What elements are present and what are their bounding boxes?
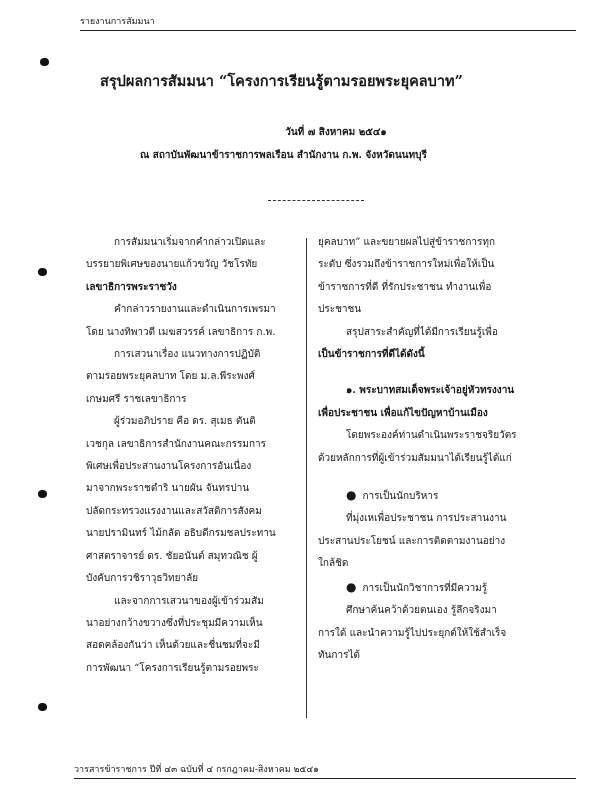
punch-hole <box>38 268 47 276</box>
consensus-paragraph <box>86 591 296 681</box>
text-line: และจากการเสวนาของผู้เข้าร่วมสัม <box>114 595 264 607</box>
bullet-icon: ● <box>346 579 357 594</box>
separator-dashes <box>268 200 364 201</box>
text-line: สรุปสาระสำคัญที่ได้มีการเรียนรู้เพื่อ <box>346 326 498 338</box>
text-line: ข้าราชการที่ดี ที่รักประชาชน ทำงานเพื่อ <box>318 281 492 293</box>
text-line: ใกล้ชิด <box>318 558 349 570</box>
spacer <box>318 366 566 380</box>
spacer <box>318 470 566 484</box>
text-line: นายปรามินทร์ ไม้กลัด อธิบดีกรมชลประทาน <box>86 528 276 540</box>
text-line: มาจากพระราชดำริ นายผัน จันทรปาน <box>86 483 250 495</box>
report-paragraph <box>86 299 296 344</box>
opening-paragraph <box>86 232 296 299</box>
bullet-item <box>318 576 566 600</box>
text-line: ศาสตราจารย์ ดร. ชัยอนันต์ สมุทวณิช ผู้ <box>86 550 258 562</box>
bullet-text: การเป็นนักบริหาร <box>362 491 439 503</box>
text-line: ผู้ร่วมอภิปราย คือ ดร. สุเมธ ตันติ <box>114 416 256 428</box>
punch-hole <box>40 58 49 66</box>
text-line: เลขาธิการพระราชวัง <box>86 281 177 293</box>
text-line: คำกล่าวรายงานและดำเนินการเพรมา <box>114 304 276 316</box>
text-line: ยุคลบาท” และขยายผลไปสู่ข้าราชการทุก <box>318 237 496 248</box>
panelists-paragraph <box>86 411 296 590</box>
text-line: เวชกุล เลขาธิการสำนักงานคณะกรรมการ <box>86 438 267 450</box>
principles-paragraph <box>318 425 566 470</box>
text-line: การใด้ และนำความรู้ไปประยุกต์ให้ใช้สำเร็จ <box>318 627 507 639</box>
section-heading-1 <box>318 380 566 425</box>
footer-rule <box>74 778 576 779</box>
text-line: ที่มุ่งเหเพื่อประชาชน การประสานงาน <box>346 513 507 525</box>
text-line: สอดคล้องกันว่า เห็นด้วยและชื่นชมที่จะมี <box>86 640 260 652</box>
right-column <box>318 232 566 667</box>
left-column <box>86 232 296 680</box>
page-title: สรุปผลการสัมมนา “โครงการเรียนรู้ตามรอยพระยุคลบาท” <box>100 73 463 90</box>
text-line: ประชาชน <box>318 304 362 316</box>
text-line: ประสานประโยชน์ และการติดตามงานอย่าง <box>318 535 506 547</box>
text-line: ปลัดกระทรวงแรงงานและสวัสดิการสังคม <box>86 505 262 517</box>
bullet-text: การเป็นนักวิชาการที่มีความรู้ <box>362 582 488 594</box>
text-line: เพื่อประชาชน เพื่อแก้ไขปัญหาบ้านเมือง <box>318 407 488 419</box>
text-line: เป็นข้าราชการที่ดีได้ดังนี้ <box>318 349 425 361</box>
text-line: นาอย่างกว้างขวางซึ่งที่ประชุมมีความเห็น <box>86 617 263 629</box>
footer-journal-info: วารสารข้าราชการ ปีที่ ๔๓ ฉบับที่ ๔ กรกฎาคม-สิงหาคม ๒๕๔๑ <box>74 765 319 775</box>
text-line: การพัฒนา “โครงการเรียนรู้ตามรอยพระ <box>86 662 259 674</box>
header-section-title: รายงานการสัมมนา <box>80 17 155 27</box>
text-line: พิเศษเพื่อประสานงานโครงการอันเนื่อง <box>86 461 252 473</box>
text-line: บรรยายพิเศษของนายแก้วขวัญ วัชโรทัย <box>86 259 258 271</box>
text-line: ระดับ ซึ่งรวมถึงข้าราชการใหม่เพื่อให้เป็น <box>318 259 495 271</box>
text-line: ศึกษาค้นคว้าด้วยตนเอง รู้ลึกจริงมา <box>346 605 497 617</box>
text-line: ทันการได้ <box>318 649 360 661</box>
seminar-venue: ณ สถาบันพัฒนาข้าราชการพลเรือน สำนักงาน ก.พ. จังหวัดนนทบุรี <box>140 150 427 161</box>
bullet-item <box>318 484 566 508</box>
academic-paragraph <box>318 600 566 667</box>
text-line: บังคับการวชิราวุธวิทยาลัย <box>86 573 199 585</box>
text-line: การสัมมนาเริ่มจากคำกล่าวเปิดและ <box>114 237 266 248</box>
administrator-paragraph <box>318 508 566 575</box>
seminar-date: วันที่ ๗ สิงหาคม ๒๕๔๑ <box>285 127 387 138</box>
text-line: เกษมศรี ราชเลขาธิการ <box>86 393 187 405</box>
summary-intro-paragraph <box>318 322 566 367</box>
text-line: ตามรอยพระยุคลบาท โดย ม.ล.พีระพงศ์ <box>86 371 255 383</box>
discussion-paragraph <box>86 344 296 411</box>
punch-hole <box>38 703 47 711</box>
punch-hole <box>38 490 47 498</box>
text-line: ด้วยหลักการที่ผู้เข้าร่วมสัมมนาได้เรียนรู้ได้แก่ <box>318 452 512 464</box>
column-divider <box>306 238 307 718</box>
text-line: การเสวนาเรื่อง แนวทางการปฏิบัติ <box>114 349 261 361</box>
text-line: โดย นางทิพาวดี เมฆสวรรค์ เลขาธิการ ก.พ. <box>86 326 276 338</box>
bullet-icon: ● <box>346 488 357 503</box>
text-line: โดยพระองค์ท่านดำเนินพระราชจริยวัตร <box>346 430 517 442</box>
header-rule <box>80 30 576 31</box>
text-line: ๑. พระบาทสมเด็จพระเจ้าอยู่หัวทรงงาน <box>346 385 515 397</box>
continuation-paragraph <box>318 232 566 322</box>
